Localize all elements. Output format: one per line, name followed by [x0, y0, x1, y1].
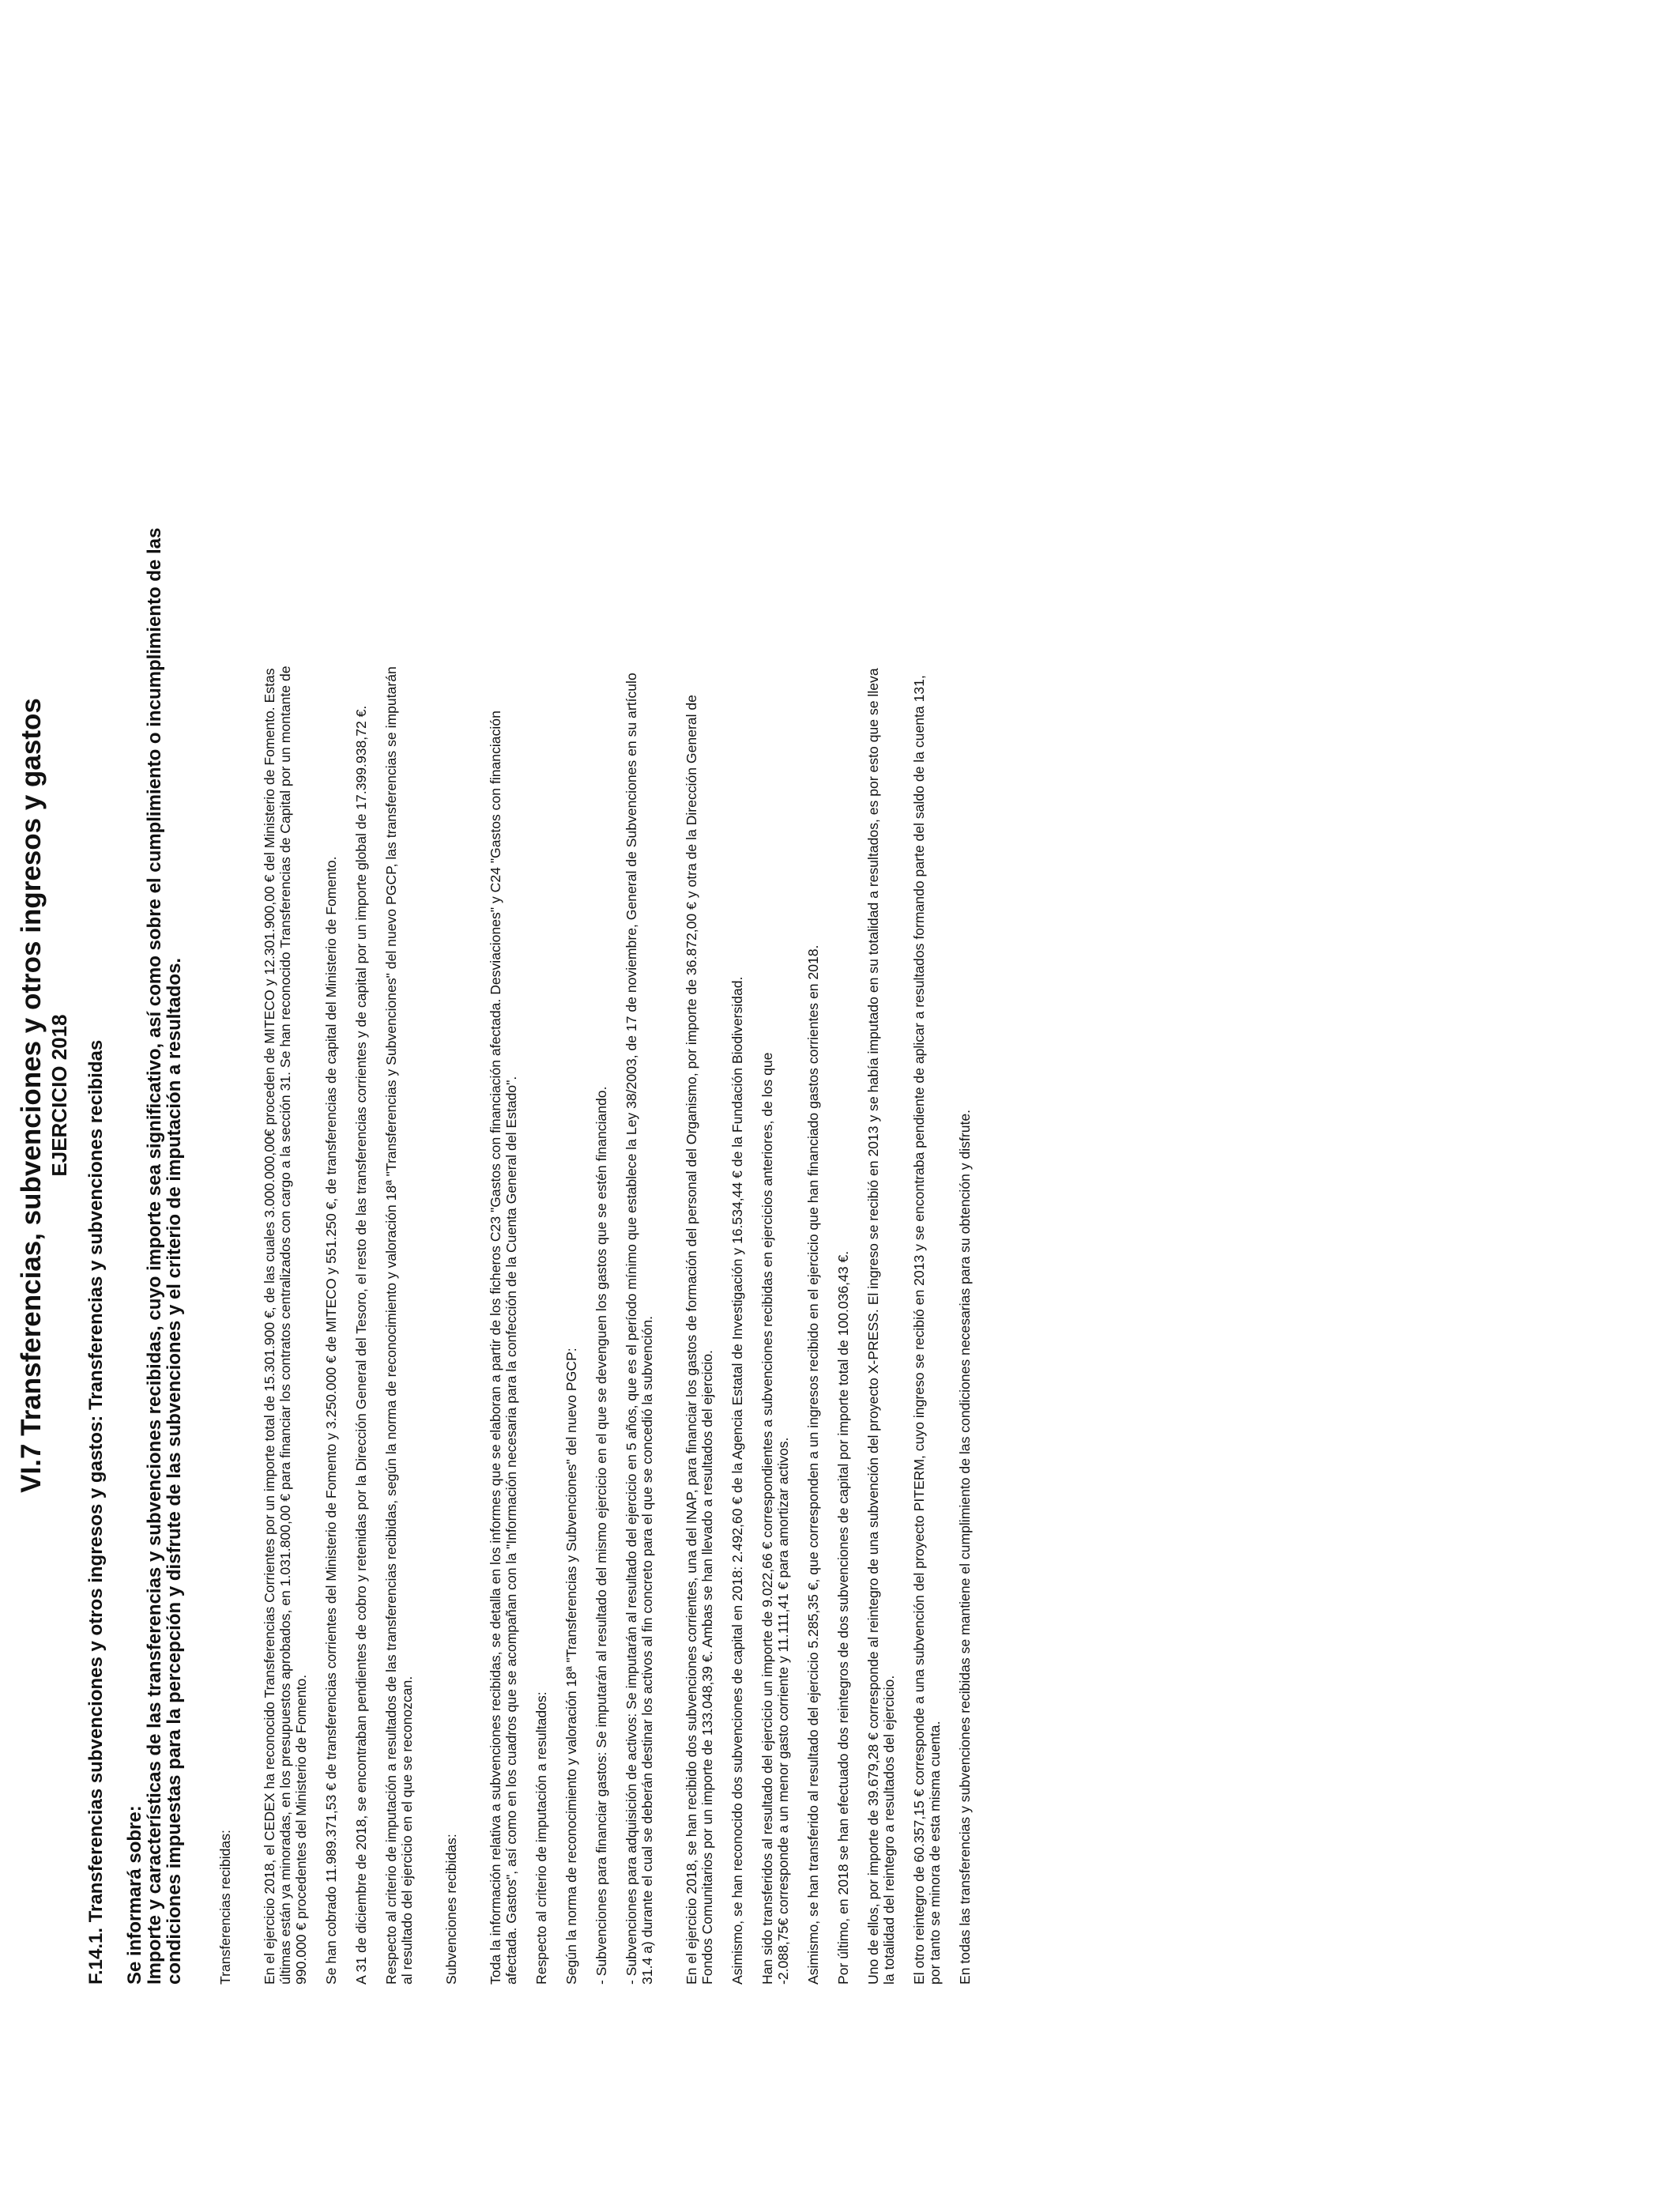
paragraph: En el ejercicio 2018, el CEDEX ha reconocido Transferencias Corrientes por un importe total de 15.301.900 €, de las cuales 3.000.000,00€ proceden de MITECO y 12.301.900,00 € del Ministerio de Fomento. Estas últimas están ya minoradas, en los presupuestos aprobados, en 1.031.800,00 € para financiar los contratos centralizados con cargo a la sección 31. Se han reconocido Transferencias de Capital por un montante de 990.000 € procedentes del Ministerio de Fomento. — [262, 665, 309, 1985]
paragraph-subvenciones-heading: Subvenciones recibidas: — [443, 1834, 459, 1985]
paragraph: En el ejercicio 2018, se han recibido dos subvenciones corrientes, una del INAP, para financiar los gastos de formación del personal del Organismo, por importe de 36.872,00 € y otra de la Dirección General de Fondos Comunitarios por un importe de 133.048,39 €. Ambas se han llevado a resultados del ejercicio. — [684, 695, 715, 1985]
document-content — [16, 206, 987, 1985]
inform-text: Importe y características de las transferencias y subvenciones recibidas, cuyo importe sea significativo, así como sobre el cumplimiento o incumplimiento de las condiciones impuestas para la percepción y disfrute de las subvenciones y el criterio de imputación a resultados. — [144, 527, 185, 1985]
paragraph: - Subvenciones para adquisición de activos: Se imputarán al resultado del ejercicio en 5 años, que es el período mínimo que establece la Ley 38/2003, de 17 de noviembre, General de Subvenciones en su artículo 31.4 a) durante el cual se deberán destinar los activos al fin concreto para el que se concedió la subvención. — [623, 673, 655, 1985]
section-heading: F.14.1. Transferencias subvenciones y otros ingresos y gastos: Transferencias y subvenciones recibidas — [85, 1039, 107, 1985]
paragraph: Asimismo, se han reconocido dos subvenciones de capital en 2018: 2.492,60 € de la Agencia Estatal de Investigación y 16.534,44 € de la Fundación Biodiversidad. — [729, 976, 745, 1985]
inform-block — [125, 206, 184, 1985]
paragraph: Asimismo, se han transferido al resultado del ejercicio 5.285,35 €, que corresponden a un ingresos recibido en el ejercicio que han financiado gastos corrientes en 2018. — [805, 944, 821, 1985]
paragraph: Han sido transferidos al resultado del ejercicio un importe de 9.022,66 € correspondientes a subvenciones recibidas en ejercicios anteriores, de los que -2.088,75€ corresponde a un menor gasto corriente y 11.111,41 € para amortizar activos. — [759, 1052, 791, 1985]
inform-label: Se informará sobre: — [124, 1805, 145, 1985]
paragraph: Toda la información relativa a subvenciones recibidas, se detalla en los informes que se elaboran a partir de los ficheros C23 "Gastos con financiación afectada. Desviaciones" y C24 "Gastos con financiación afectada. Gastos", así como en los cuadros que se acompañan con la "Información necesaria para la confección de la Cuenta General del Estado". — [488, 711, 519, 1985]
page-title: VI.7 Transferencias, subvenciones y otros ingresos y gastos — [16, 698, 47, 1493]
page-subtitle: EJERCICIO 2018 — [47, 1014, 71, 1177]
paragraph: Uno de ellos, por importe de 39.679,28 € corresponde al reintegro de una subvención del proyecto X-PRESS. El ingreso se recibió en 2013 y se había imputado en su totalidad a resultados, es por esto que se lleva la totalidad del reintegro a resultados del ejercicio. — [865, 668, 897, 1985]
paragraph-transferencias-heading: Transferencias recibidas: — [217, 1830, 233, 1985]
paragraph: - Subvenciones para financiar gastos: Se imputarán al resultado del mismo ejercicio en el que se devenguen los gastos que se estén financiando. — [593, 1086, 609, 1985]
paragraph: Según la norma de reconocimiento y valoración 18ª "Transferencias y Subvenciones" del nuevo PGCP: — [563, 1348, 579, 1985]
paragraph: Respecto al criterio de imputación a resultados: — [533, 1691, 549, 1985]
paragraph: El otro reintegro de 60.357,15 € corresponde a una subvención del proyecto PITERM, cuyo ingreso se recibió en 2013 y se encontraba pendiente de aplicar a resultados formando parte del saldo de la cuenta 131, por tanto se minora de esta misma cuenta. — [911, 675, 943, 1985]
paragraph: En todas las transferencias y subvenciones recibidas se mantiene el cumplimiento de las condiciones necesarias para su obtención y disfrute. — [957, 1109, 973, 1985]
paragraph: Por último, en 2018 se han efectuado dos reintegros de dos subvenciones de capital por importe total de 100.036,43 €. — [835, 1250, 851, 1985]
paragraph: Respecto al criterio de imputación a resultados de las transferencias recibidas, según la norma de reconocimiento y valoración 18ª "Transferencias y Subvenciones" del nuevo PGCP, las transferencias se imputarán al resultado del ejercicio en el que se reconozcan. — [383, 666, 415, 1985]
paragraph: Se han cobrado 11.989.371,53 € de transferencias corrientes del Ministerio de Fomento y 3.250.000 € de MITECO y 551.250 €, de transferencias de capital del Ministerio de Fomento. — [323, 856, 339, 1985]
paragraph: A 31 de diciembre de 2018, se encontraban pendientes de cobro y retenidas por la Dirección General del Tesoro, el resto de las transferencias corrientes y de capital por un importe global de 17.399.938,72 €. — [353, 705, 369, 1985]
